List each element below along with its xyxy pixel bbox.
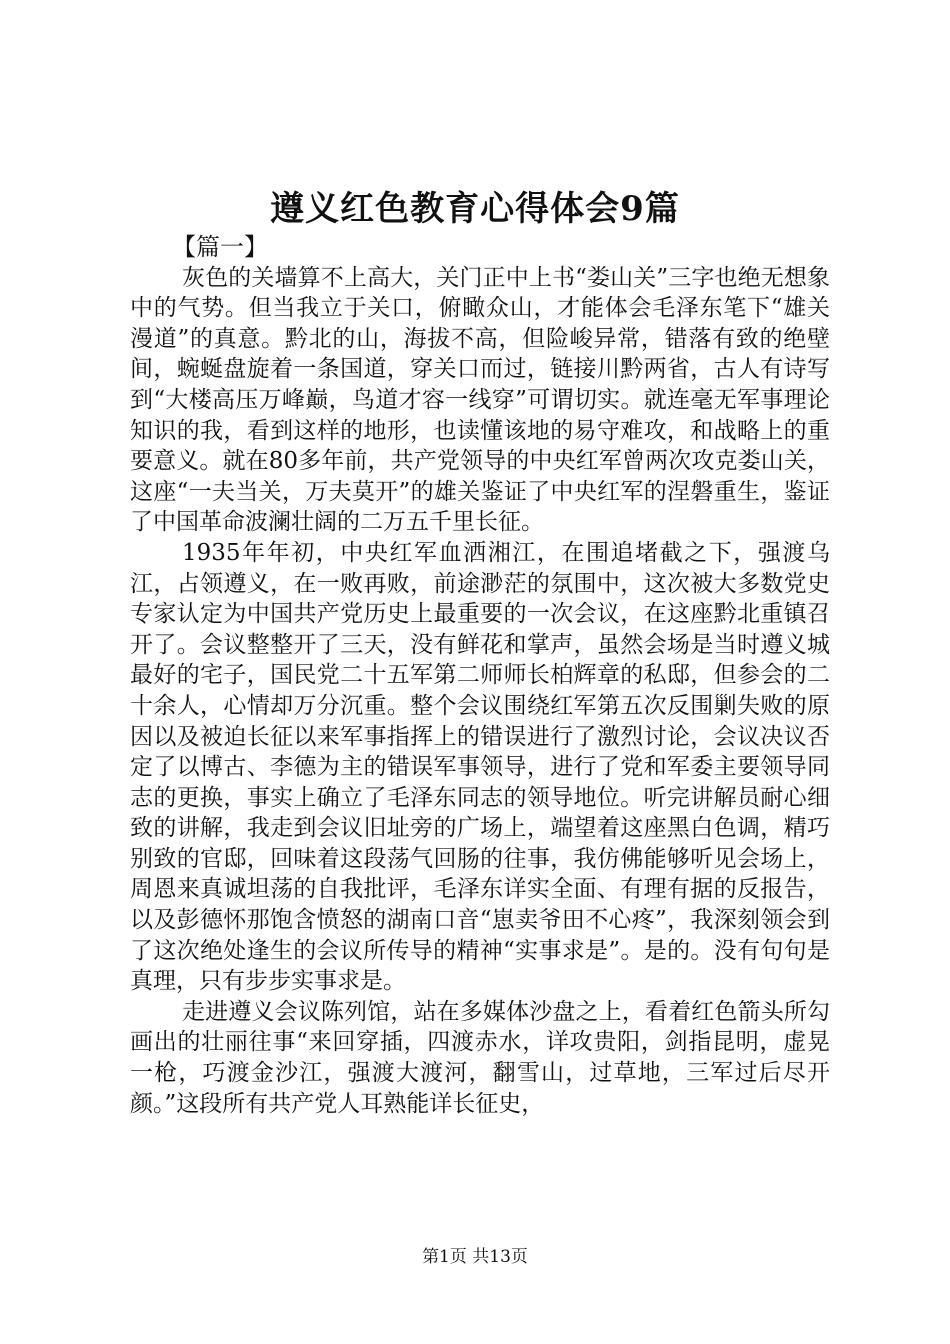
paragraph-3: 走进遵义会议陈列馆，站在多媒体沙盘之上，看着红色箭头所勾画出的壮丽往事“来回穿插，四渡赤水，详攻贵阳，剑指昆明，虚晃一枪，巧渡金沙江，强渡大渡河，翻雪山，过草地，三军过后尽开颜。”这段所有共产党人耳熟能详长征史，: [130, 998, 830, 1117]
document-body: [130, 232, 830, 1119]
paragraph-2: 1935年年初，中央红军血洒湘江，在围追堵截之下，强渡乌江，占领遵义，在一败再败，前途渺茫的氛围中，这次被大多数党史专家认定为中国共产党历史上最重要的一次会议，在这座黔北重镇召开了。会议整整开了三天，没有鲜花和掌声，虽然会场是当时遵义城最好的宅子，国民党二十五军第二师师长柏辉章的私邸，但参会的二十余人，心情却万分沉重。整个会议围绕红军第五次反围剿失败的原因以及被迫长征以来军事指挥上的错误进行了激烈讨论，会议决议否定了以博古、李德为主的错误军事领导，进行了党和军委主要领导同志的更换，事实上确立了毛泽东同志的领导地位。听完讲解员耐心细致的讲解，我走到会议旧址旁的广场上，端望着这座黑白色调，精巧别致的官邸，回味着这段荡气回肠的往事，我仿佛能够听见会场上，周恩来真诚坦荡的自我批评，毛泽东详实全面、有理有据的反报告，以及彭德怀那饱含愤怒的湖南口音“崽卖爷田不心疼”，我深刻领会到了这次绝处逢生的会议所传导的精神“实事求是”。是的。没有句句是真理，只有步步实事求是。: [130, 539, 830, 995]
page-footer: 第1页 共13页: [422, 1247, 528, 1267]
paragraph-1: 灰色的关墙算不上高大，关门正中上书“娄山关”三字也绝无想象中的气势。但当我立于关口，俯瞰众山，才能体会毛泽东笔下“雄关漫道”的真意。黔北的山，海拔不高，但险峻异常，错落有致的绝壁间，蜿蜒盘旋着一条国道，穿关口而过，链接川黔两省，古人有诗写到“大楼高压万峰巅，鸟道才容一线穿”可谓切实。就连毫无军事理论知识的我，看到这样的地形，也读懂该地的易守难攻，和战略上的重要意义。就在80多年前，共产党领导的中央红军曾两次攻克娄山关，这座“一夫当关，万夫莫开”的雄关鉴证了中央红军的涅磐重生，鉴证了中国革命波澜壮阔的二万五千里长征。: [130, 264, 830, 536]
section-label: 【篇一】: [172, 233, 268, 261]
document-title: 遵义红色教育心得体会9篇: [270, 189, 680, 229]
